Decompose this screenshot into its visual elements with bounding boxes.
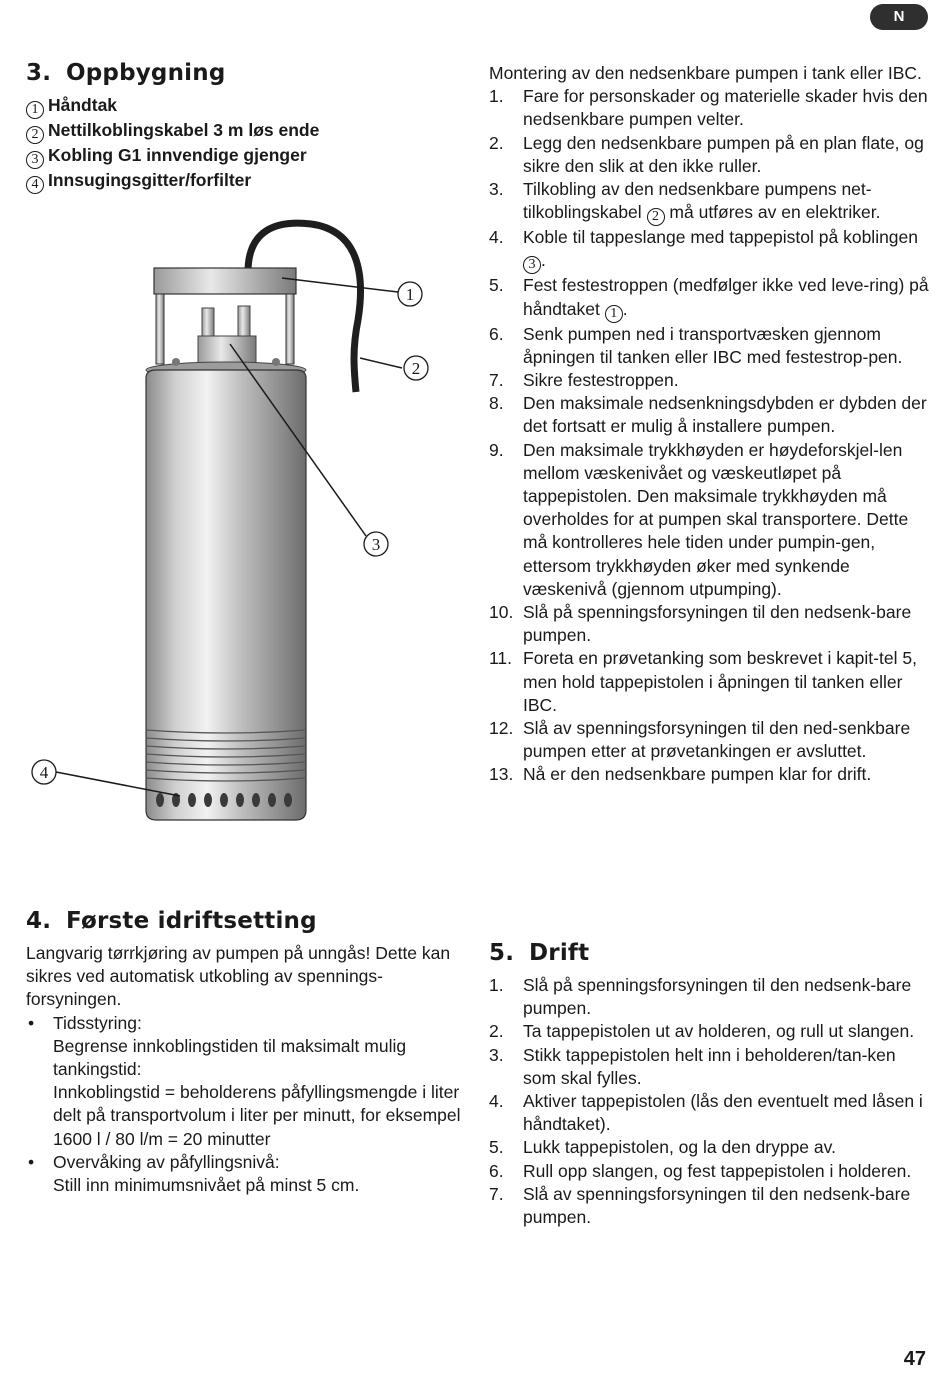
list-item (489, 439, 929, 601)
step-text: . (541, 250, 546, 271)
circled-number: 1 (26, 101, 44, 119)
step-text: Stikk tappepistolen helt inn i beholderen/tan-ken som skal fylles. (523, 1044, 896, 1088)
list-item (489, 1136, 929, 1159)
step-text: Slå av spenningsforsyningen til den nedsenk-bare pumpen. (523, 1183, 911, 1228)
list-item (489, 974, 929, 1020)
list-item (489, 647, 929, 717)
list-item (489, 85, 929, 131)
coupling (198, 336, 256, 366)
parts-item (26, 119, 456, 144)
step-number: 6. (489, 1160, 504, 1181)
step-number: 5. (489, 275, 504, 296)
parts-item (26, 94, 456, 119)
bullet-line: Begrense innkoblingstiden til maksimalt mulig tankingstid: (53, 1035, 407, 1080)
section-title: Oppbygning (66, 60, 226, 86)
handle (154, 268, 296, 294)
step-text: Sikre festestroppen. (523, 370, 679, 391)
step-number: 11. (489, 648, 513, 669)
callout-number: 3 (371, 535, 381, 554)
operation-steps (489, 974, 929, 1229)
bullet-list (26, 1012, 464, 1198)
step-number: 4. (489, 227, 504, 248)
circled-number: 1 (605, 305, 623, 323)
step-number: 8. (489, 393, 504, 414)
list-item (489, 601, 929, 647)
mounting-instructions (489, 62, 929, 787)
list-item (489, 1090, 929, 1136)
bullet-line: Innkoblingstid = beholderens påfyllingsmengde i liter delt på transportvolum i liter per minutt, for eksempel 1600 l / 80 l/m = 20 minutter (53, 1082, 461, 1149)
callout-number: 1 (405, 285, 415, 304)
step-text: Slå på spenningsforsyningen til den nedsenk-bare pumpen. (523, 602, 912, 646)
parts-item-label: Håndtak (48, 95, 118, 115)
step-text: Legg den nedsenkbare pumpen på en plan flate, og sikre den slik at den ikke ruller. (523, 132, 924, 176)
section-4-intro: Langvarig tørrkjøring av pumpen på unngås! Dette kan sikres ved automatisk utkobling av spennings-forsyningen. (26, 943, 451, 1010)
bullet-icon: • (28, 1012, 35, 1033)
step-text: Aktiver tappepistolen (lås den eventuelt med låsen i håndtaket). (523, 1091, 923, 1135)
step-text: Den maksimale nedsenkningsdybden er dybden der det fortsatt er mulig å installere pumpen. (523, 393, 927, 437)
step-text: Fare for personskader og materielle skader hvis den nedsenkbare pumpen velter. (523, 86, 928, 130)
step-number: 1. (489, 86, 504, 107)
step-text: Foreta en prøvetanking som beskrevet i kapit-tel 5, men hold tappepistolen i åpningen til tanken eller IBC. (523, 648, 917, 715)
list-item (489, 1183, 929, 1229)
step-number: 4. (489, 1091, 504, 1112)
parts-item-label: Kobling G1 innvendige gjenger (48, 145, 307, 165)
step-text: Slå på spenningsforsyningen til den nedsenk-bare pumpen. (523, 975, 912, 1019)
step-text: Nå er den nedsenkbare pumpen klar for drift. (523, 764, 872, 785)
section-number: 3. (26, 60, 52, 86)
circled-number: 3 (523, 256, 541, 274)
parts-item-label: Nettilkoblingskabel 3 m løs ende (48, 120, 320, 140)
parts-item (26, 169, 456, 194)
bullet-item (26, 1151, 464, 1197)
list-item (489, 1044, 929, 1090)
bullet-item (26, 1012, 464, 1151)
circled-number: 3 (26, 151, 44, 169)
section-title: Første idriftsetting (66, 908, 317, 934)
step-number: 10. (489, 602, 514, 623)
language-badge: N (870, 4, 928, 30)
mounting-intro: Montering av den nedsenkbare pumpen i tank eller IBC. (489, 63, 922, 83)
step-text: Senk pumpen ned i transportvæsken gjennom åpningen til tanken eller IBC med festestrop-pen. (523, 323, 903, 367)
step-number: 2. (489, 1021, 504, 1042)
section-4-heading (26, 908, 317, 934)
circled-number: 4 (26, 176, 44, 194)
section-5-body (489, 974, 929, 1229)
list-item (489, 274, 929, 322)
circled-number: 2 (26, 126, 44, 144)
list-item (489, 717, 929, 763)
parts-item (26, 144, 456, 169)
step-number: 2. (489, 132, 504, 153)
step-number: 3. (489, 1044, 504, 1065)
step-text: Rull opp slangen, og fest tappepistolen i holderen. (523, 1160, 912, 1181)
step-number: 5. (489, 1137, 504, 1158)
bullet-heading: Tidsstyring: (53, 1012, 142, 1033)
step-number: 3. (489, 179, 504, 200)
section-title: Drift (529, 940, 590, 966)
step-text: Ta tappepistolen ut av holderen, og rull ut slangen. (523, 1021, 915, 1042)
bullet-icon: • (28, 1151, 35, 1172)
step-text: Tilkobling av den nedsenkbare pumpens net-tilkoblingskabel (523, 179, 872, 223)
list-item (489, 392, 929, 438)
step-text: . (622, 298, 628, 319)
step-number: 12. (489, 718, 514, 739)
step-text: Koble til tappeslange med tappepistol på koblingen (523, 227, 919, 248)
step-text: Lukk tappepistolen, og la den dryppe av. (523, 1137, 836, 1158)
step-text: Fest festestroppen (medfølger ikke ved leve-ring) på håndtaket (523, 275, 929, 319)
list-item (489, 763, 929, 786)
bullet-line: Still inn minimumsnivået på minst 5 cm. (53, 1175, 360, 1196)
list-item (489, 1160, 929, 1183)
mounting-steps (489, 85, 929, 786)
step-number: 6. (489, 323, 504, 344)
list-item (489, 323, 929, 369)
step-number: 7. (489, 370, 504, 391)
callout-number: 2 (411, 359, 421, 378)
page-number: 47 (903, 1348, 926, 1370)
section-3-heading (26, 60, 226, 86)
circled-number: 2 (647, 208, 665, 226)
bullet-heading: Overvåking av påfyllingsnivå: (53, 1151, 280, 1172)
list-item (489, 1020, 929, 1043)
section-4-body (26, 942, 464, 1197)
callout-4 (32, 760, 56, 784)
section-5-heading (489, 940, 589, 966)
section-number: 5. (489, 940, 515, 966)
callout-2 (404, 356, 428, 380)
pump-illustration (26, 210, 466, 830)
callout-1 (398, 282, 422, 306)
list-item (489, 178, 929, 226)
step-number: 13. (489, 764, 514, 785)
step-text: Den maksimale trykkhøyden er høydeforskjel-len mellom væskenivået og væskeutløpet på tappepistolen. Den maksimale trykkhøyden må overholdes for at pumpen skal transportere. Dette må kontrolleres hele tiden under pumpin-gen, ettersom trykkhøyden øker med synkende væskenivå (gjennom utpumping). (523, 439, 909, 599)
parts-item-label: Innsugingsgitter/forfilter (48, 170, 252, 190)
step-text: må utføres av en elektriker. (664, 202, 881, 223)
step-text: Slå av spenningsforsyningen til den ned-senkbare pumpen etter at prøvetankingen er avsluttet. (523, 718, 911, 762)
list-item (489, 132, 929, 178)
list-item (489, 226, 929, 274)
step-number: 9. (489, 439, 504, 460)
section-number: 4. (26, 908, 52, 934)
step-number: 1. (489, 975, 504, 995)
step-number: 7. (489, 1183, 504, 1204)
callout-3 (364, 532, 388, 556)
callout-number: 4 (39, 763, 49, 782)
parts-list (26, 94, 456, 194)
list-item (489, 369, 929, 392)
